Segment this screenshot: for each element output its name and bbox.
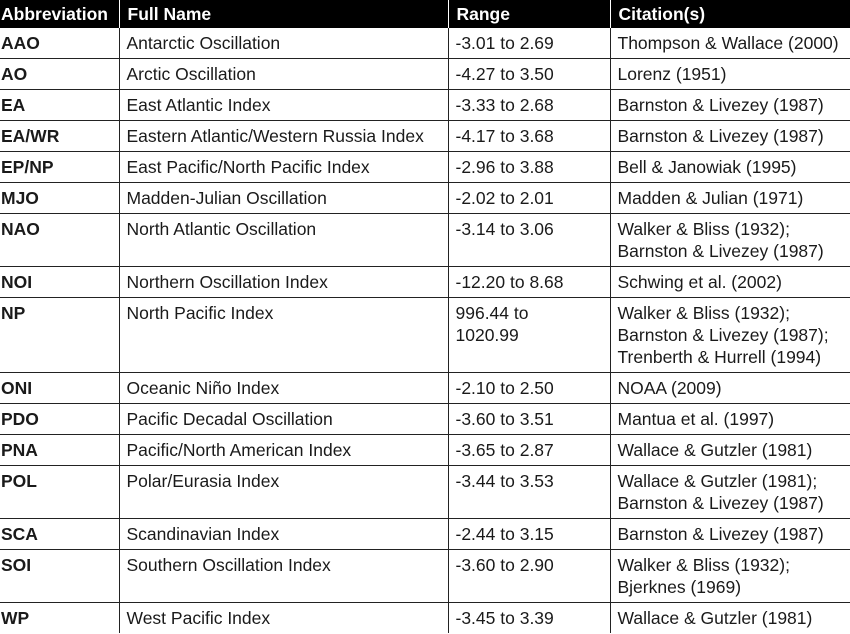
abbreviation-cell: NP xyxy=(0,298,119,373)
range-cell: -3.14 to 3.06 xyxy=(448,214,610,267)
abbreviation-cell: PDO xyxy=(0,404,119,435)
table-row xyxy=(0,298,850,373)
range-cell: -3.33 to 2.68 xyxy=(448,90,610,121)
full-name-cell: East Pacific/North Pacific Index xyxy=(119,152,448,183)
range-cell: -3.01 to 2.69 xyxy=(448,28,610,59)
citation-cell: Schwing et al. (2002) xyxy=(610,267,850,298)
table-body xyxy=(0,28,850,633)
full-name-cell: Polar/Eurasia Index xyxy=(119,466,448,519)
full-name-cell: West Pacific Index xyxy=(119,603,448,634)
abbreviation-cell: EA/WR xyxy=(0,121,119,152)
abbreviation-cell: EP/NP xyxy=(0,152,119,183)
full-name-cell: Oceanic Niño Index xyxy=(119,373,448,404)
citation-cell: Wallace & Gutzler (1981) xyxy=(610,603,850,634)
citation-cell: Walker & Bliss (1932); Barnston & Livezey (1987) xyxy=(610,214,850,267)
full-name-cell: Madden-Julian Oscillation xyxy=(119,183,448,214)
table-row xyxy=(0,59,850,90)
range-cell: -12.20 to 8.68 xyxy=(448,267,610,298)
citation-cell: Barnston & Livezey (1987) xyxy=(610,90,850,121)
range-cell: -2.10 to 2.50 xyxy=(448,373,610,404)
full-name-cell: Pacific/North American Index xyxy=(119,435,448,466)
full-name-cell: Arctic Oscillation xyxy=(119,59,448,90)
table-row xyxy=(0,603,850,634)
full-name-cell: Scandinavian Index xyxy=(119,519,448,550)
citation-cell: Bell & Janowiak (1995) xyxy=(610,152,850,183)
table-row xyxy=(0,152,850,183)
range-cell: -2.44 to 3.15 xyxy=(448,519,610,550)
table-row xyxy=(0,121,850,152)
table-row xyxy=(0,404,850,435)
abbreviation-cell: AAO xyxy=(0,28,119,59)
range-cell: -4.17 to 3.68 xyxy=(448,121,610,152)
range-cell: -3.60 to 2.90 xyxy=(448,550,610,603)
citation-cell: Madden & Julian (1971) xyxy=(610,183,850,214)
table-row xyxy=(0,373,850,404)
table-row xyxy=(0,183,850,214)
citation-cell: Walker & Bliss (1932); Barnston & Livezey (1987); Trenberth & Hurrell (1994) xyxy=(610,298,850,373)
table-row xyxy=(0,90,850,121)
full-name-cell: North Pacific Index xyxy=(119,298,448,373)
abbreviation-cell: POL xyxy=(0,466,119,519)
header-range: Range xyxy=(448,0,610,28)
full-name-cell: Pacific Decadal Oscillation xyxy=(119,404,448,435)
citation-cell: Wallace & Gutzler (1981) xyxy=(610,435,850,466)
full-name-cell: Southern Oscillation Index xyxy=(119,550,448,603)
range-cell: -3.45 to 3.39 xyxy=(448,603,610,634)
range-cell: -3.44 to 3.53 xyxy=(448,466,610,519)
table-row xyxy=(0,519,850,550)
full-name-cell: East Atlantic Index xyxy=(119,90,448,121)
range-cell: 996.44 to 1020.99 xyxy=(448,298,610,373)
citation-cell: NOAA (2009) xyxy=(610,373,850,404)
header-citations: Citation(s) xyxy=(610,0,850,28)
range-cell: -3.65 to 2.87 xyxy=(448,435,610,466)
abbreviation-cell: NOI xyxy=(0,267,119,298)
abbreviation-cell: EA xyxy=(0,90,119,121)
citation-cell: Wallace & Gutzler (1981); Barnston & Livezey (1987) xyxy=(610,466,850,519)
abbreviation-cell: WP xyxy=(1,608,30,628)
full-name-cell: Northern Oscillation Index xyxy=(119,267,448,298)
table-row xyxy=(0,435,850,466)
header-row xyxy=(0,0,850,28)
range-cell: -3.60 to 3.51 xyxy=(448,404,610,435)
abbreviation-cell: ONI xyxy=(0,373,119,404)
full-name-cell: Eastern Atlantic/Western Russia Index xyxy=(119,121,448,152)
range-cell: -2.96 to 3.88 xyxy=(448,152,610,183)
range-cell: -2.02 to 2.01 xyxy=(448,183,610,214)
abbreviation-cell: MJO xyxy=(0,183,119,214)
table-row xyxy=(0,550,850,603)
header-full-name: Full Name xyxy=(119,0,448,28)
citation-cell: Lorenz (1951) xyxy=(610,59,850,90)
header-abbreviation: Abbreviation xyxy=(0,0,119,28)
abbreviation-cell: SCA xyxy=(0,519,119,550)
table-row xyxy=(0,466,850,519)
table-header xyxy=(0,0,850,28)
citation-cell: Barnston & Livezey (1987) xyxy=(610,519,850,550)
abbreviation-cell: NAO xyxy=(0,214,119,267)
citation-cell: Mantua et al. (1997) xyxy=(610,404,850,435)
citation-cell: Walker & Bliss (1932); Bjerknes (1969) xyxy=(610,550,850,603)
citation-cell: Barnston & Livezey (1987) xyxy=(610,121,850,152)
citation-cell: Thompson & Wallace (2000) xyxy=(610,28,850,59)
full-name-cell: Antarctic Oscillation xyxy=(119,28,448,59)
abbreviation-cell: SOI xyxy=(0,550,119,603)
table-row xyxy=(0,214,850,267)
range-cell: -4.27 to 3.50 xyxy=(448,59,610,90)
full-name-cell: North Atlantic Oscillation xyxy=(119,214,448,267)
abbreviation-cell: AO xyxy=(0,59,119,90)
table-row xyxy=(0,267,850,298)
abbreviation-cell: PNA xyxy=(0,435,119,466)
table-row xyxy=(0,28,850,59)
